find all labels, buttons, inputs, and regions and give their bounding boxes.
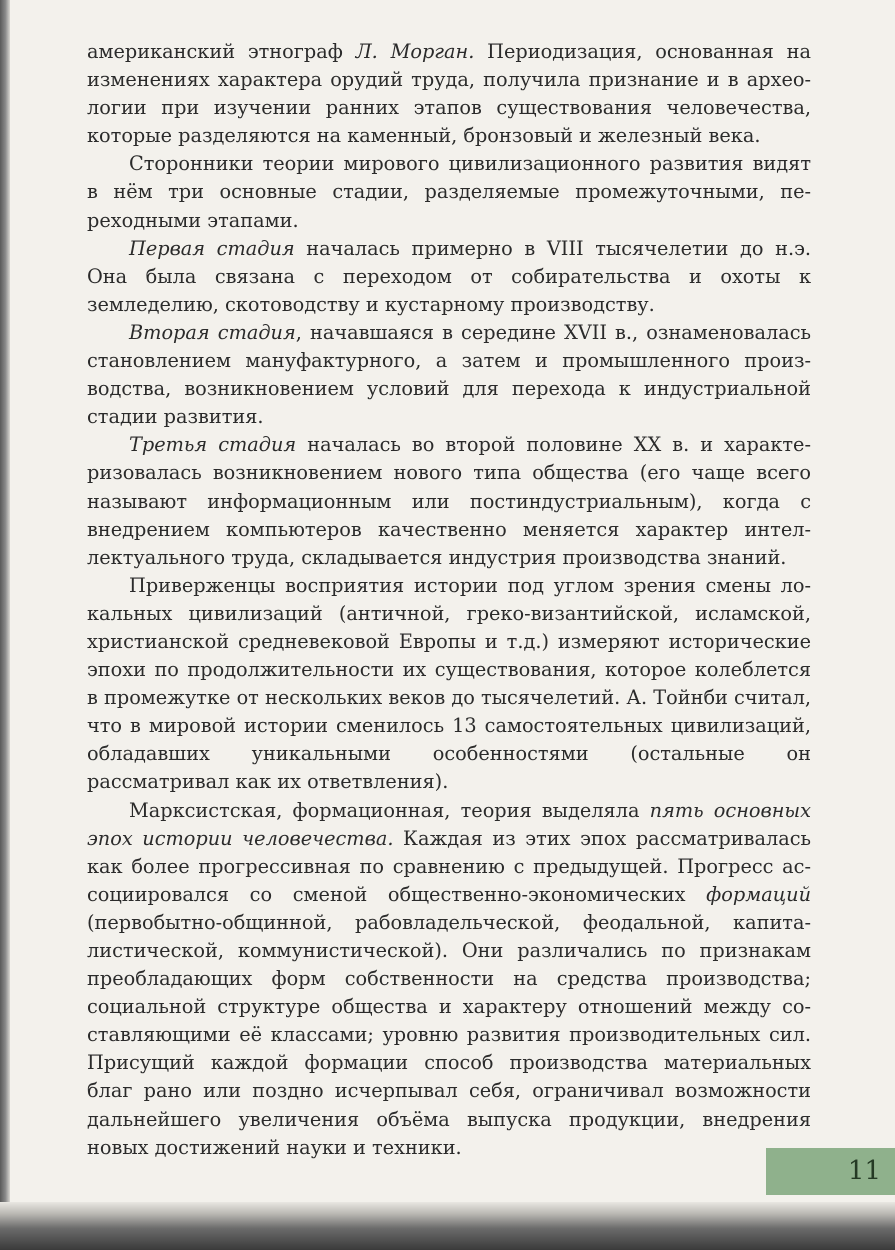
paragraph-2	[87, 150, 811, 234]
text-run: Марксистская, формационная, теория выделяла	[129, 798, 650, 822]
paragraph-6	[87, 572, 811, 797]
text-run: началась примерно в VIII тысячелетии до н.э. Она была связана с переходом от собирательства и охоты к земледелию, скотоводству и кустарному производству.	[87, 236, 811, 316]
italic-run: Первая стадия	[129, 236, 295, 260]
text-run: началась во второй половине XX в. и характеризовалась возникновением нового типа общества (его чаще всего называют информационным или постиндустриальным), когда с внедрением компьютеров качественно меняется характер интеллектуального труда, складывается индустрия производства знаний.	[87, 433, 811, 569]
paragraph-1	[87, 38, 811, 150]
paragraph-5	[87, 431, 811, 571]
italic-run: Третья стадия	[129, 433, 297, 457]
italic-run: пять основных эпох истории человечества.	[87, 798, 812, 850]
italic-run: Л. Морган.	[355, 40, 475, 63]
scan-edge-left	[0, 0, 10, 1250]
text-run: Сторонники теории мирового цивилизационного развития видят в нём три основные стадии, разделяемые промежуточными, переходными этапами.	[87, 152, 811, 232]
page-number: 11	[847, 1156, 881, 1186]
text-run: (первобытно-общинной, рабовладельческой, феодальной, капиталистической, коммунистической). Они различались по признакам преобладающих форм собственности на средства производства; социальной структуре общества и характеру отношений между составляющими её классами; уровню развития производительных сил. Присущий каждой формации способ производства материальных благ рано или поздно исчерпывал себя, ограничивал возможности дальнейшего увеличения объёма выпуска продукции, внедрения новых достижений науки и техники.	[87, 910, 811, 1159]
page-text	[87, 38, 811, 1162]
paragraph-7	[87, 797, 811, 1162]
text-run: Периодизация, основанная на изменениях характера орудий труда, получила признание и в археологии при изучении ранних этапов существования человечества, которые разделяются на каменный, бронзовый и железный века.	[87, 40, 811, 148]
paragraph-3	[87, 235, 811, 319]
text-run: Каждая из этих эпох рассматривалась как более прогрессивная по сравнению с предыдущей. Прогресс ассоциировался со сменой общественно-экономических	[87, 826, 812, 906]
paragraph-4	[87, 319, 811, 431]
page-number-tab	[766, 1148, 895, 1195]
text-run: , начавшаяся в середине XVII в., ознаменовалась становлением мануфактурного, а затем и промышленного производства, возникновением условий для перехода к индустриальной стадии развития.	[87, 320, 811, 429]
text-run: американский этнограф	[87, 40, 356, 63]
text-run: Приверженцы восприятия истории под углом зрения смены локальных цивилизаций (античной, греко-византийской, исламской, христианской средневековой Европы и т.д.) измеряют исторические эпохи по продолжительности их существования, которое колеблется в промежутке от нескольких веков до тысячелетий. А. Тойнби считал, что в мировой истории сменилось 13 самостоятельных цивилизаций, обладавших уникальными особенностями (остальные он рассматривал как их ответвления).	[87, 573, 811, 794]
italic-run: Вторая стадия	[129, 320, 296, 344]
italic-run: формаций	[706, 882, 811, 906]
scan-edge-bottom	[0, 1202, 895, 1250]
